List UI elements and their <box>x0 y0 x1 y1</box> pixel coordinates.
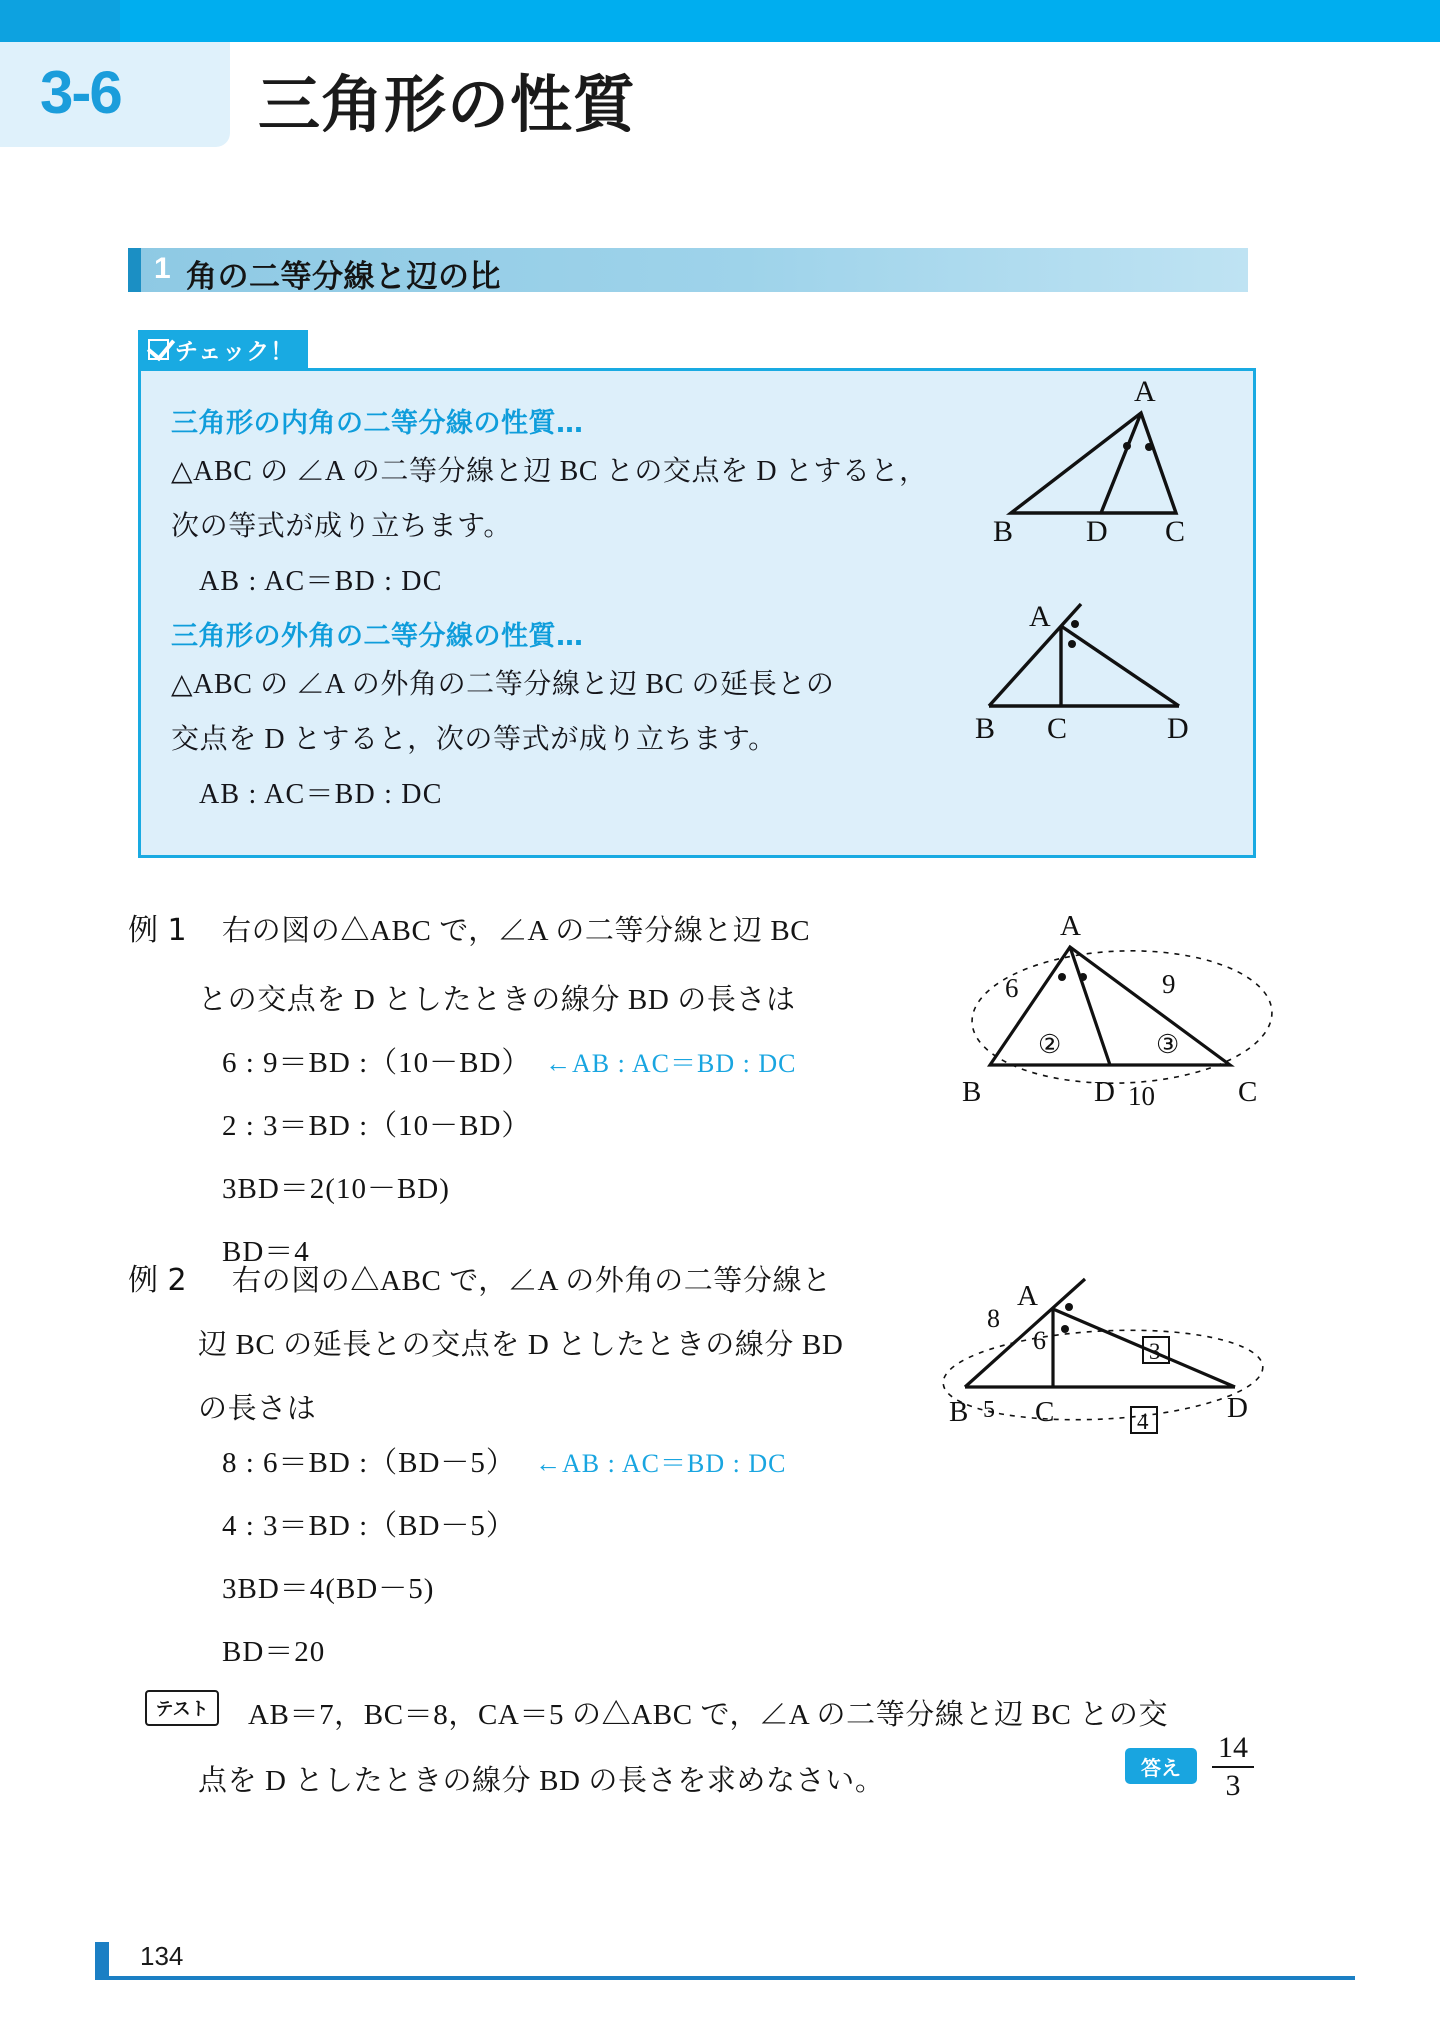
fraction-bar <box>1212 1766 1254 1768</box>
triangle-abc <box>990 947 1230 1065</box>
example2-side-ab: 8 <box>987 1304 1000 1333</box>
test-badge: テスト <box>145 1690 219 1726</box>
example2-ratio-cd: 3 <box>1149 1339 1161 1364</box>
figure-internal-bisector <box>981 375 1221 548</box>
angle-dot-lower <box>1068 640 1076 648</box>
example1-label: 例 1 <box>128 913 187 948</box>
figure1-label-c: C <box>1165 515 1186 548</box>
figure2-label-c: C <box>1047 712 1068 745</box>
example1-ratio-left: ② <box>1038 1030 1062 1059</box>
panel-heading-inner-angle: 三角形の内角の二等分線の性質… <box>171 408 584 439</box>
panel-heading-outer-angle: 三角形の外角の二等分線の性質… <box>171 621 584 652</box>
example1-side-ac: 9 <box>1162 969 1176 999</box>
panel-line-3: △ABC の ∠A の外角の二等分線と辺 BC の延長との <box>171 669 835 700</box>
angle-dot-left <box>1123 442 1131 450</box>
angle-dot-upper <box>1065 1303 1073 1311</box>
answer-denominator: 3 <box>1225 1768 1241 1802</box>
check-badge <box>138 330 308 368</box>
bisector-ad <box>1070 947 1110 1065</box>
line-ad <box>1061 626 1179 706</box>
checkbox-checked-icon <box>148 339 169 360</box>
example1-base-length: 10 <box>1128 1081 1155 1111</box>
figure1-label-d: D <box>1086 515 1108 548</box>
footer-mark <box>95 1942 109 1976</box>
example2-eq-3: 3BD＝4(BD－5) <box>222 1573 435 1605</box>
figure1-label-a: A <box>1134 375 1156 408</box>
example2-base-bc: 5 <box>983 1397 995 1423</box>
example1-line-2: との交点を D としたときの線分 BD の長さは <box>198 984 796 1016</box>
angle-dot-upper <box>1071 620 1079 628</box>
angle-dot-left <box>1058 973 1066 981</box>
figure2-label-a: A <box>1029 600 1051 633</box>
answer-fraction <box>1212 1732 1254 1801</box>
example1-note-1: ←AB : AC＝BD : DC <box>545 1049 797 1078</box>
answer-badge: 答え <box>1125 1748 1197 1784</box>
example2-line-3: の長さは <box>198 1393 317 1425</box>
figure2-label-d: D <box>1167 712 1189 745</box>
example1-label-c: C <box>1238 1076 1258 1108</box>
example1-label-a: A <box>1060 910 1081 942</box>
section-number: 1 <box>154 252 171 285</box>
panel-equation-1: AB : AC＝BD : DC <box>199 566 443 597</box>
angle-dot-right <box>1145 443 1153 451</box>
panel-line-4: 交点を D とすると，次の等式が成り立ちます。 <box>171 724 777 755</box>
triangle-abc <box>1011 413 1176 513</box>
example1-ratio-right: ③ <box>1156 1030 1180 1059</box>
example2-line-1: 右の図の△ABC で，∠A の外角の二等分線と <box>232 1265 832 1297</box>
example2-label-a: A <box>1017 1280 1038 1312</box>
section-accent-bar <box>128 248 141 292</box>
chapter-number: 3-6 <box>40 59 121 126</box>
section-title: 角の二等分線と辺の比 <box>186 259 501 295</box>
section-header <box>128 248 1248 295</box>
top-header-band <box>0 0 1440 42</box>
example2-ratio-bd: 4 <box>1137 1409 1149 1434</box>
example1-label-d: D <box>1094 1076 1115 1108</box>
example2-label-c: C <box>1035 1396 1055 1428</box>
figure1-label-b: B <box>993 515 1014 548</box>
example2-label-d: D <box>1227 1392 1248 1424</box>
example2-line-2: 辺 BC の延長との交点を D としたときの線分 BD <box>198 1329 844 1361</box>
panel-line-1: △ABC の ∠A の二等分線と辺 BC との交点を D とすると， <box>171 456 928 487</box>
page-number: 134 <box>140 1941 184 1971</box>
example1-eq-1: 6 : 9＝BD :（10－BD） <box>222 1047 532 1079</box>
top-header-band-left <box>0 0 120 42</box>
figure-external-bisector <box>971 586 1221 746</box>
example2-figure <box>935 1265 1295 1445</box>
footer-rule <box>95 1976 1355 1980</box>
check-panel <box>138 368 1256 858</box>
example2-eq-1: 8 : 6＝BD :（BD－5） <box>222 1447 516 1479</box>
example1-side-ab: 6 <box>1005 973 1019 1003</box>
example1-eq-3: 3BD＝2(10－BD) <box>222 1173 450 1205</box>
example2-side-ac: 6 <box>1033 1326 1046 1355</box>
test-line-2: 点を D としたときの線分 BD の長さを求めなさい。 <box>198 1765 885 1797</box>
example1-eq-4: BD＝4 <box>222 1236 310 1268</box>
answer-numerator: 14 <box>1218 1731 1248 1764</box>
example1-eq-2: 2 : 3＝BD :（10－BD） <box>222 1110 532 1142</box>
example1-line-1: 右の図の△ABC で，∠A の二等分線と辺 BC <box>222 915 811 947</box>
example1-figure <box>950 905 1300 1115</box>
panel-line-2: 次の等式が成り立ちます。 <box>171 511 512 542</box>
angle-dot-lower <box>1061 1325 1069 1333</box>
guide-ellipse <box>970 946 1274 1088</box>
example2-eq-4: BD＝20 <box>222 1636 326 1668</box>
figure2-label-b: B <box>975 712 996 745</box>
angle-dot-right <box>1079 973 1087 981</box>
example2-note-1: ←AB : AC＝BD : DC <box>535 1449 787 1478</box>
example1-label-b: B <box>962 1076 982 1108</box>
example2-label-b: B <box>949 1396 969 1428</box>
check-badge-label: チェック！ <box>175 338 295 365</box>
panel-equation-2: AB : AC＝BD : DC <box>199 779 443 810</box>
test-line-1: AB＝7，BC＝8，CA＝5 の△ABC で，∠A の二等分線と辺 BC との交 <box>248 1699 1169 1731</box>
example2-label: 例 2 <box>128 1263 187 1298</box>
example2-eq-2: 4 : 3＝BD :（BD－5） <box>222 1510 516 1542</box>
page-title: 三角形の性質 <box>258 68 637 141</box>
